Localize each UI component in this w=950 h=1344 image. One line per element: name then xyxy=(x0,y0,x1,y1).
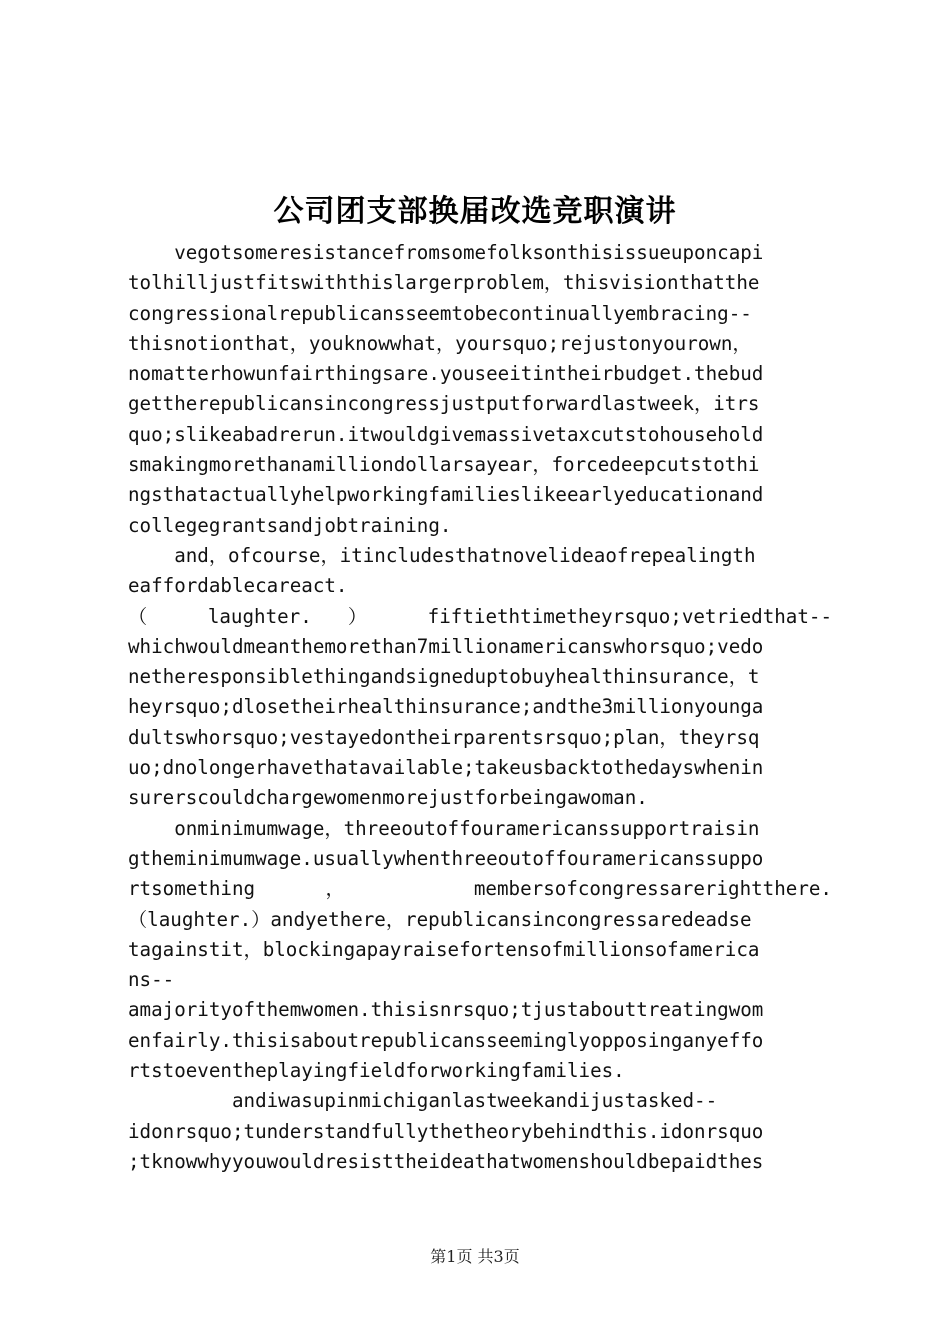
text-line: gtheminimumwage.usuallywhenthreeoutoffouramericanssuppo xyxy=(128,846,764,870)
text-line: ngsthatactuallyhelpworkingfamilieslikeearlyeducationand xyxy=(128,483,764,507)
text-line: dultswhorsquo;vestayedontheirparentsrsquo;plan，theyrsq xyxy=(128,725,760,749)
text-line: uo;dnolongerhavethatavailable;takeusbacktothedayswhenin xyxy=(128,756,764,780)
text-line: tolhilljustfitswiththislargerproblem，thisvisionthatthe xyxy=(128,271,760,295)
text-line: netheresponsiblethingandsigneduptobuyhealthinsurance，t xyxy=(128,665,760,689)
text-line: tagainstit，blockingapayraisefortensofmillionsofamerica xyxy=(128,937,760,961)
text-line: ns-- xyxy=(128,968,175,992)
text-line: collegegrantsandjobtraining. xyxy=(128,513,452,537)
text-line: eaffordablecareact. xyxy=(128,574,348,598)
text-line: smakingmorethanamilliondollarsayear，forcedeepcutstothi xyxy=(128,453,760,477)
page-title: 公司团支部换届改选竞职演讲 xyxy=(273,194,677,229)
text-line: heyrsquo;dlosetheirhealthinsurance;andthe3millionyounga xyxy=(128,695,764,719)
text-line: and，ofcourse，itincludesthatnovelideaofrepealingth xyxy=(128,543,756,567)
text-line: surerscouldchargewomenmorejustforbeingawoman. xyxy=(128,786,648,810)
text-line: quo;slikeabadrerun.itwouldgivemassivetaxcutstohousehold xyxy=(128,422,764,446)
text-line: idonrsquo;tunderstandfullythetheorybehindthis.idonrsquo xyxy=(128,1119,764,1143)
text-line: nomatterhowunfairthingsare.youseeitintheirbudget.thebud xyxy=(128,362,764,386)
text-line: onminimumwage，threeoutoffouramericanssupportraisin xyxy=(128,816,760,840)
text-line: thisnotionthat，youknowwhat，yoursquo;rejustonyourown， xyxy=(128,331,752,355)
text-line: whichwouldmeanthemorethan7millionamericanswhorsquo;vedo xyxy=(128,634,764,658)
text-line: vegotsomeresistancefromsomefolksonthisissueuponcapi xyxy=(128,241,764,264)
text-line: （laughter.）andyethere，republicansincongressaredeadse xyxy=(128,907,752,931)
text-line: enfairly.thisisaboutrepublicansseeminglyopposinganyeffo xyxy=(128,1028,764,1052)
page-number: 第1页 共3页 xyxy=(430,1247,520,1266)
text-line: （ laughter. ） fiftiethtimetheyrsquo;vetriedthat-- xyxy=(128,604,832,628)
text-line: gettherepublicansincongressjustputforwardlastweek，itrs xyxy=(128,392,760,416)
text-line: ;tknowwhyyouwouldresisttheideathatwomenshouldbepaidthes xyxy=(128,1149,764,1173)
text-line: amajorityofthemwomen.thisisnrsquo;tjustabouttreatingwom xyxy=(128,998,764,1022)
document-body xyxy=(128,238,832,1177)
text-line: rtstoeventheplayingfieldforworkingfamilies. xyxy=(128,1059,625,1083)
text-line: congressionalrepublicansseemtobecontinuallyembracing-- xyxy=(128,301,752,325)
text-line: rtsomething ， membersofcongressarerightthere. xyxy=(128,877,832,901)
text-line: andiwasupinmichiganlastweekandijustasked-- xyxy=(128,1089,718,1113)
